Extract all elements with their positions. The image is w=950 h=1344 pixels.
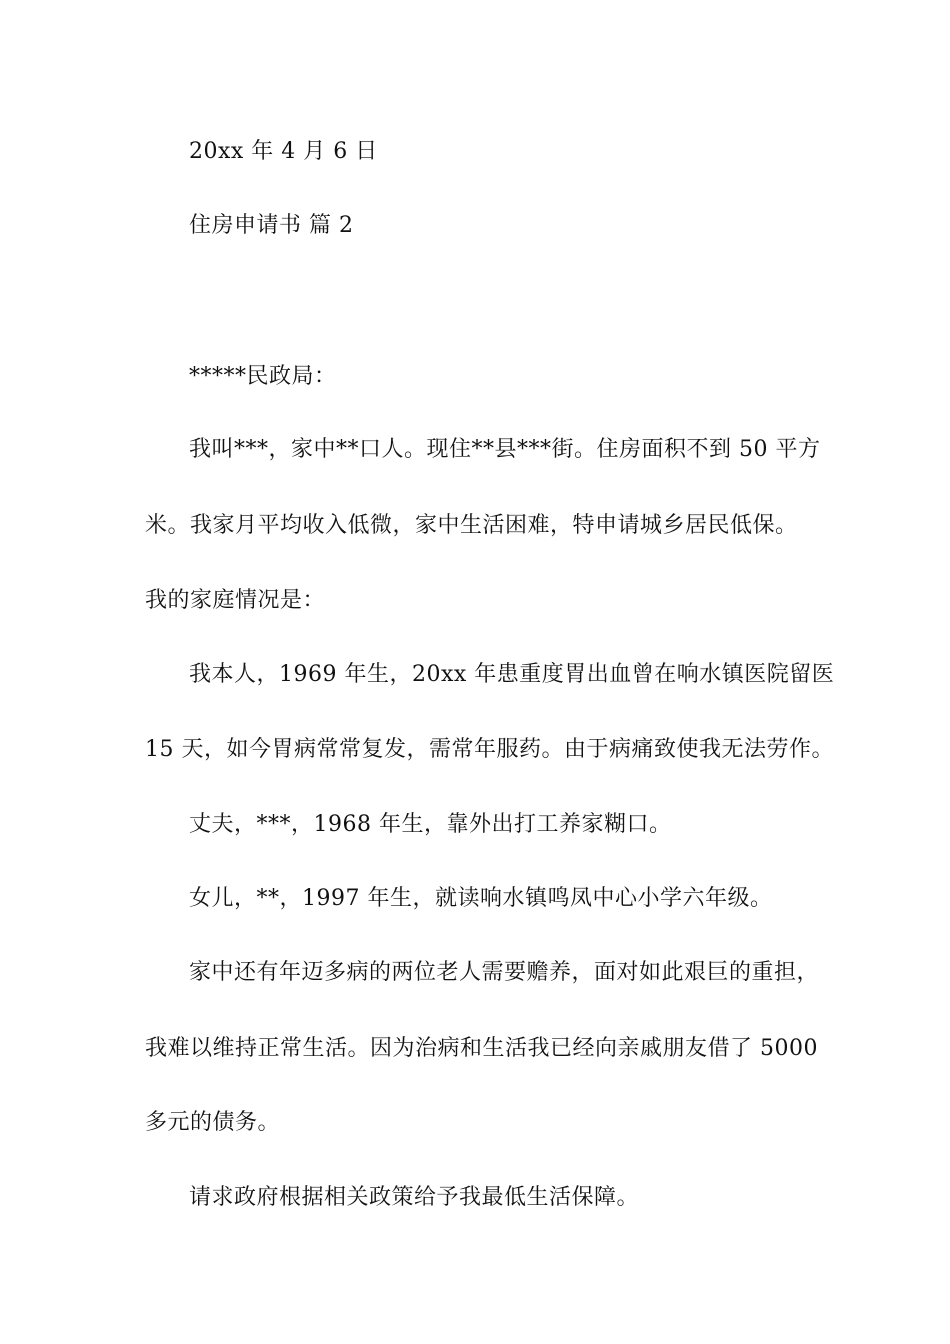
- paragraph-line: 丈夫，***，1968 年生，靠外出打工养家糊口。: [189, 812, 672, 837]
- salutation: *****民政局：: [189, 364, 337, 389]
- paragraph-line: 多元的债务。: [145, 1110, 281, 1135]
- paragraph-line: 我本人，1969 年生，20xx 年患重度胃出血曾在响水镇医院留医: [189, 662, 835, 687]
- document-title: 住房申请书 篇 2: [189, 213, 354, 238]
- paragraph-line: 家中还有年迈多病的两位老人需要赡养，面对如此艰巨的重担，: [189, 960, 820, 985]
- paragraph-line: 女儿，**，1997 年生，就读响水镇鸣凤中心小学六年级。: [189, 886, 773, 911]
- date-line: 20xx 年 4 月 6 日: [189, 139, 378, 164]
- paragraph-line: 15 天，如今胃病常常复发，需常年服药。由于病痛致使我无法劳作。: [145, 737, 834, 762]
- paragraph-line: 我的家庭情况是：: [145, 588, 326, 613]
- paragraph-line: 米。我家月平均收入低微，家中生活困难，特申请城乡居民低保。: [145, 513, 798, 538]
- paragraph-line: 我难以维持正常生活。因为治病和生活我已经向亲戚朋友借了 5000: [145, 1036, 818, 1061]
- paragraph-line: 我叫***，家中**口人。现住**县***街。住房面积不到 50 平方: [189, 437, 821, 462]
- paragraph-line: 请求政府根据相关政策给予我最低生活保障。: [189, 1185, 640, 1210]
